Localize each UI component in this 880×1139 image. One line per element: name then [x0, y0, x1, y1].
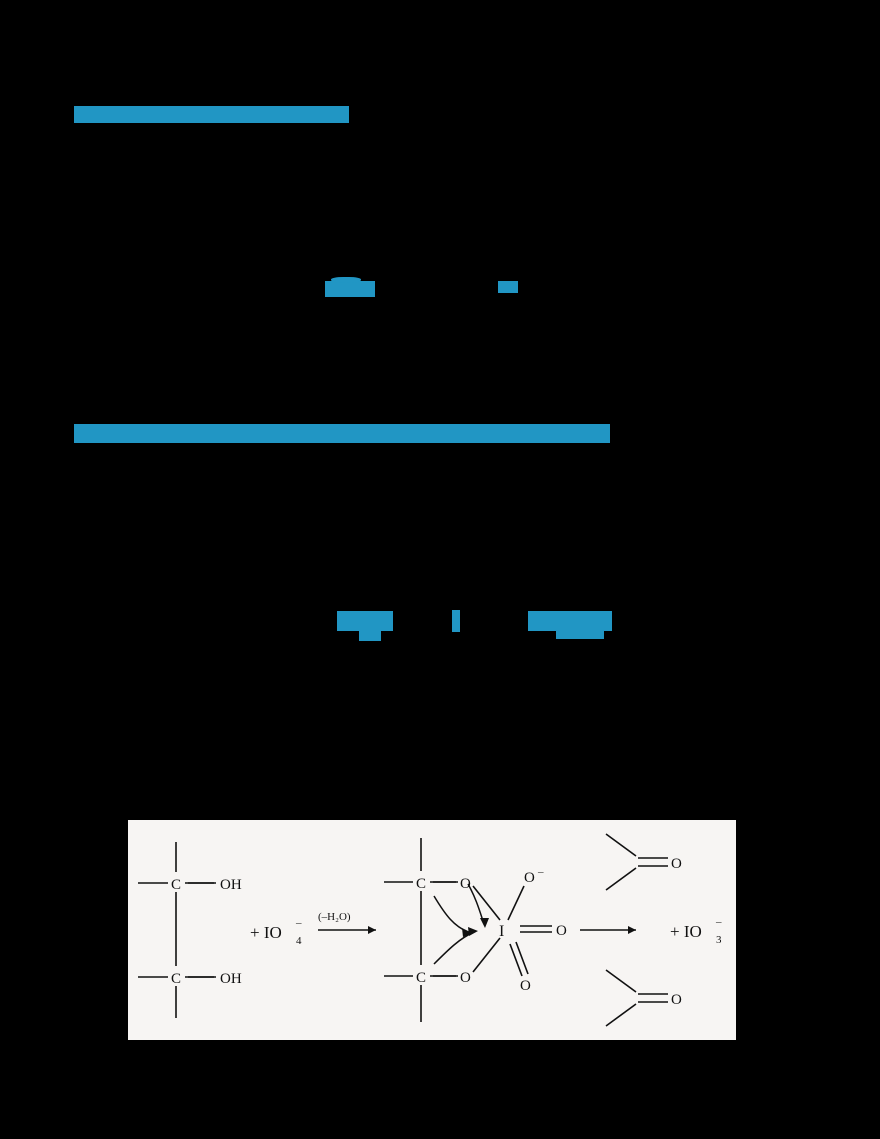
label-product-superscript: – — [716, 916, 722, 928]
label-carbon-left-lower: C — [170, 971, 182, 987]
inline-highlight-c — [337, 611, 393, 631]
label-oxygen-lower-link: O — [460, 970, 471, 986]
label-carbon-left-upper: C — [170, 877, 182, 893]
label-oxygen-anion-charge: – — [538, 866, 544, 878]
label-oh-upper: OH — [220, 877, 242, 893]
heading-highlight-1 — [74, 106, 349, 123]
label-oxygen-right: O — [556, 923, 567, 939]
label-oxygen-down: O — [520, 978, 531, 994]
label-product-iodate: + IO — [670, 922, 702, 941]
label-oxygen-upper-link: O — [460, 876, 471, 892]
label-iodine: I — [499, 923, 505, 940]
inline-highlight-b — [498, 281, 518, 293]
inline-highlight-d — [452, 610, 460, 632]
label-carbon-mid-upper: C — [415, 876, 427, 892]
label-reagent-periodate: + IO — [250, 923, 282, 942]
label-oh-lower: OH — [220, 971, 242, 987]
inline-highlight-a — [325, 281, 375, 297]
label-product-oxygen-lower: O — [671, 992, 682, 1008]
label-product-subscript: 3 — [716, 934, 722, 946]
inline-highlight-e — [528, 611, 612, 631]
label-carbon-mid-lower: C — [415, 970, 427, 986]
label-reagent-subscript: 4 — [296, 935, 302, 947]
label-reagent-superscript: – — [296, 917, 302, 929]
label-oxygen-anion: O — [524, 870, 535, 886]
label-condition-minus-water: (–H₂O) — [318, 911, 351, 923]
label-product-oxygen-upper: O — [671, 856, 682, 872]
heading-highlight-2 — [74, 424, 610, 443]
periodate-cleavage-mechanism-figure — [128, 820, 736, 1040]
